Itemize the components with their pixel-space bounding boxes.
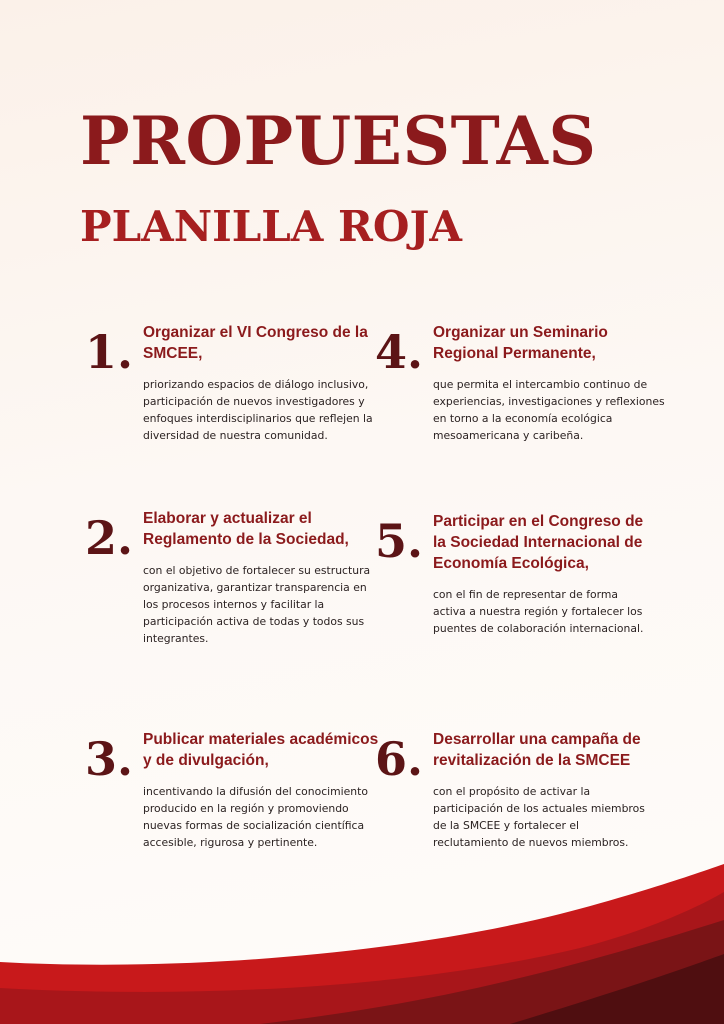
proposal-number: 1. xyxy=(85,325,134,379)
page-subtitle: PLANILLA ROJA xyxy=(80,202,462,251)
proposal-number: 3. xyxy=(85,732,134,786)
proposal-item-3 xyxy=(85,729,383,851)
proposal-description: que permita el intercambio continuo de experiencias, investigaciones y reflexiones en torno a la economía ecológica mesoamericana y caribeña. xyxy=(433,378,665,442)
proposal-heading: Organizar un Seminario Regional Permanente, xyxy=(433,324,608,362)
proposal-number: 2. xyxy=(85,511,134,565)
proposal-item-2 xyxy=(85,508,383,647)
decorative-wave xyxy=(0,854,724,1024)
proposal-description: con el fin de representar de forma activa a nuestra región y fortalecer los puentes de colaboración internacional. xyxy=(433,588,644,635)
page-title: PROPUESTAS xyxy=(80,102,597,180)
proposal-heading: Elaborar y actualizar el Reglamento de la Sociedad, xyxy=(143,510,349,548)
proposal-item-4 xyxy=(375,322,673,444)
proposal-heading: Organizar el VI Congreso de la SMCEE, xyxy=(143,324,368,362)
proposal-number: 6. xyxy=(375,732,424,786)
proposal-description: con el objetivo de fortalecer su estructura organizativa, garantizar transparencia en los procesos internos y facilitar la participación activa de todas y todos sus integrantes. xyxy=(143,564,371,645)
proposal-heading: Publicar materiales académicos y de divulgación, xyxy=(143,731,379,769)
proposal-number: 4. xyxy=(375,325,424,379)
proposal-heading: Participar en el Congreso de la Sociedad Internacional de Economía Ecológica, xyxy=(433,513,644,572)
proposal-description: incentivando la difusión del conocimiento producido en la región y promoviendo nuevas formas de socialización científica accesible, rigurosa y pertinente. xyxy=(143,785,368,849)
proposal-heading: Desarrollar una campaña de revitalización de la SMCEE xyxy=(433,731,641,769)
proposal-item-1 xyxy=(85,322,383,444)
proposal-number: 5. xyxy=(375,514,424,568)
proposal-description: priorizando espacios de diálogo inclusivo, participación de nuevos investigadores y enfoques interdisciplinarios que reflejen la diversidad de nuestra comunidad. xyxy=(143,378,373,442)
proposal-item-6 xyxy=(375,729,648,851)
proposal-description: con el propósito de activar la participación de los actuales miembros de la SMCEE y fortalecer el reclutamiento de nuevos miembros. xyxy=(433,785,645,849)
proposal-item-5 xyxy=(375,511,648,637)
